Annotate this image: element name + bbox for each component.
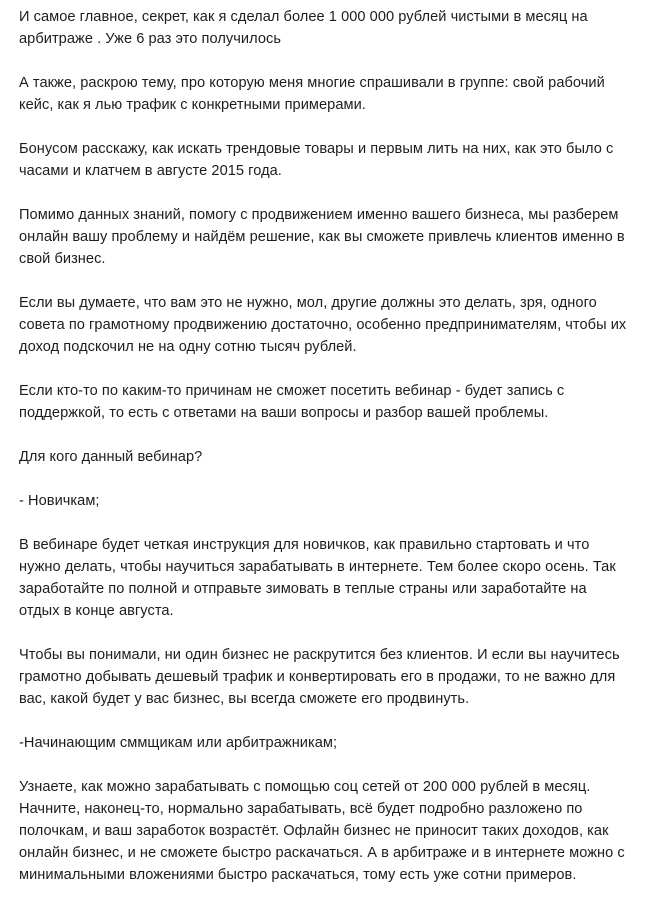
post-text [19, 6, 627, 886]
paragraph-main-secret: И самое главное, секрет, как я сделал более 1 000 000 рублей чистыми в месяц на арбитраже . Уже 6 раз это получилось [19, 9, 588, 47]
paragraph-smm-arbitrage: -Начинающим сммщикам или арбитражникам; [19, 735, 338, 751]
paragraph-audience-question: Для кого данный вебинар? [19, 449, 203, 465]
paragraph-beginners-instructions: В вебинаре будет четкая инструкция для новичков, как правильно стартовать и что нужно делать, чтобы научиться зарабатывать в интернете. Тем более скоро осень. Так заработайте по полной и отправьте зимовать в теплые страны или заработайте на отдых в конце августа. [19, 537, 616, 619]
paragraph-advice: Если вы думаете, что вам это не нужно, мол, другие должны это делать, зря, одного совета по грамотному продвижению достаточно, особенно предпринимателям, чтобы их доход подскочил не на одну сотню тысяч рублей. [19, 295, 627, 355]
paragraph-earnings: Узнаете, как можно зарабатывать с помощью соц сетей от 200 000 рублей в месяц. Начните, наконец-то, нормально зарабатывать, всё будет подробно разложено по полочкам, и ваш заработок возрастёт. Офлайн бизнес не приносит таких доходов, как онлайн бизнес, и не сможете быстро раскачаться. А в арбитраже и в интернете можно с минимальными вложениями быстро раскачаться, тому есть уже сотни примеров. [19, 779, 625, 883]
paragraph-clients: Чтобы вы понимали, ни один бизнес не раскрутится без клиентов. И если вы научитесь грамотно добывать дешевый трафик и конвертировать его в продажи, то не важно для вас, какой будет у вас бизнес, вы всегда сможете его продвинуть. [19, 647, 620, 707]
paragraph-recording: Если кто-то по каким-то причинам не сможет посетить вебинар - будет запись с поддержкой, то есть с ответами на ваши вопросы и разбор вашей проблемы. [19, 383, 565, 421]
paragraph-beginners: - Новичкам; [19, 493, 100, 509]
paragraph-bonus: Бонусом расскажу, как искать трендовые товары и первым лить на них, как это было с часами и клатчем в августе 2015 года. [19, 141, 614, 179]
paragraph-business-help: Помимо данных знаний, помогу с продвижением именно вашего бизнеса, мы разберем онлайн вашу проблему и найдём решение, как вы сможете привлечь клиентов именно в свой бизнес. [19, 207, 625, 267]
paragraph-work-case: А также, раскрою тему, про которую меня многие спрашивали в группе: свой рабочий кейс, как я лью трафик с конкретными примерами. [19, 75, 605, 113]
